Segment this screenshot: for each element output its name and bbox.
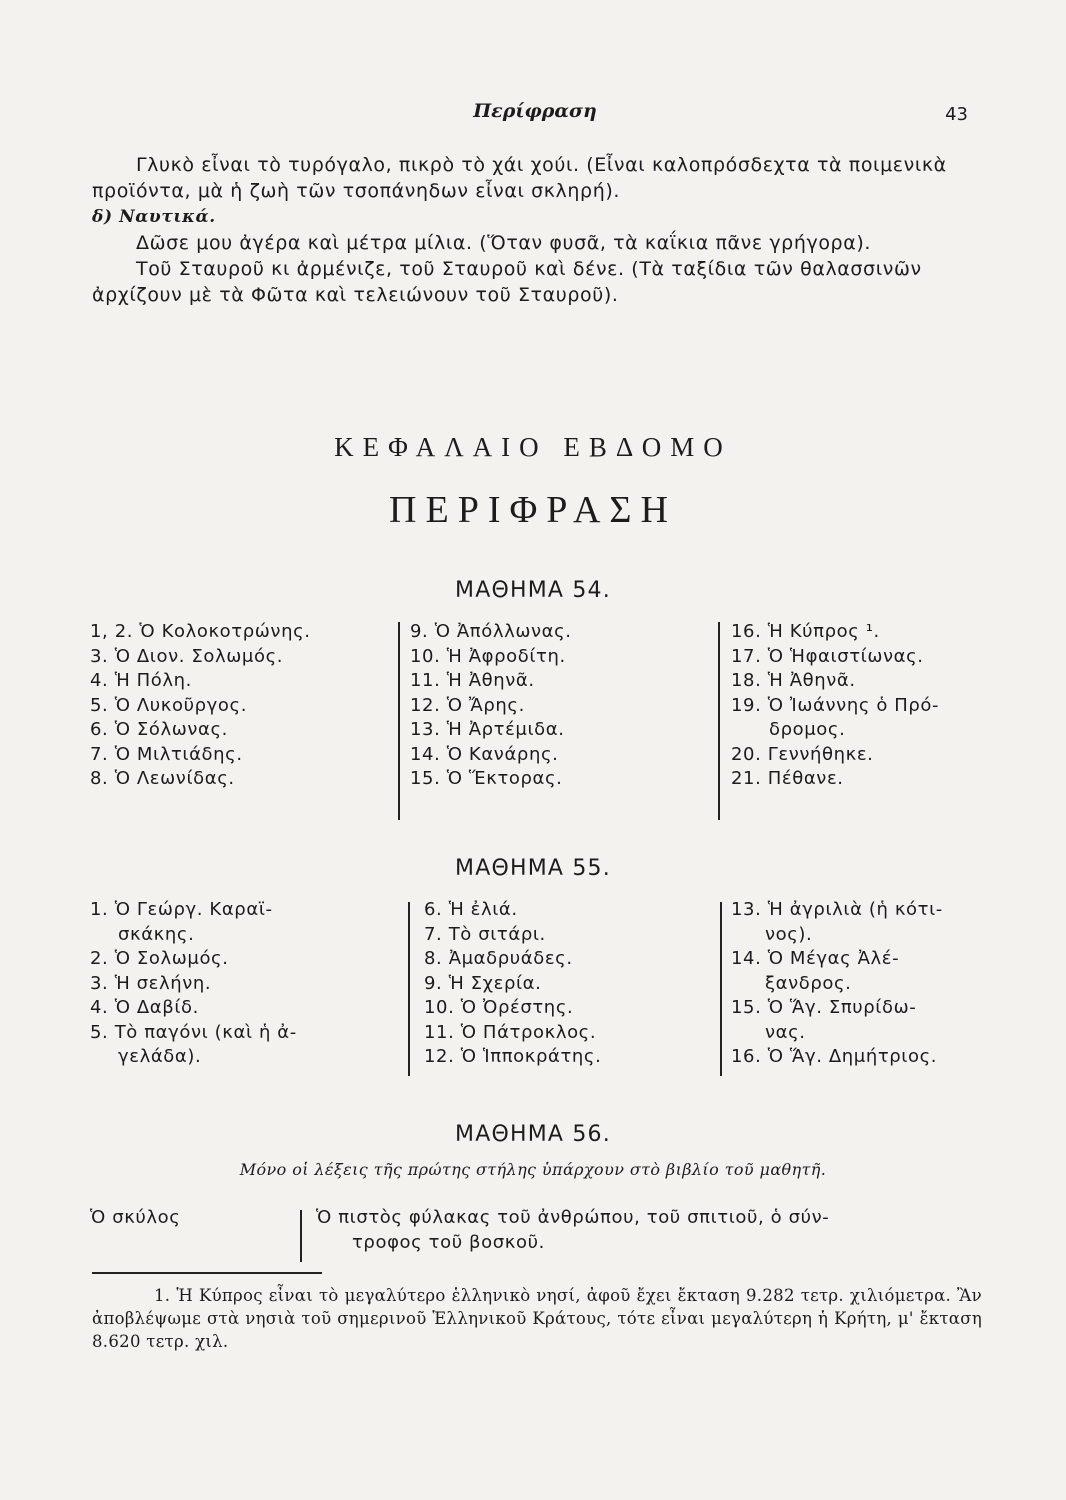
- running-head: [90, 100, 980, 134]
- list-item: νος).: [765, 923, 813, 945]
- list-item: 12. Ὁ Ἱπποκράτης.: [424, 1046, 602, 1067]
- intro-subheading: δ) Ναυτικά.: [92, 207, 216, 227]
- list-item: δρομος.: [769, 719, 846, 740]
- chapter-label: ΚΕΦΑΛΑΙΟ ΕΒΔΟΜΟ: [334, 432, 732, 462]
- footnote-rule: [92, 1272, 322, 1274]
- column-divider: [718, 622, 720, 820]
- list-item: 11. Ἡ Ἀθηνᾶ.: [410, 670, 535, 691]
- list-item: 5. Ὁ Λυκοῦργος.: [90, 694, 248, 716]
- list-item: 15. Ὁ Ἅγ. Σπυρίδω-: [731, 997, 917, 1018]
- lesson-54-column-1: [90, 620, 311, 792]
- definition-line: Ὁ πιστὸς φύλακας τοῦ ἀνθρώπου, τοῦ σπιτιοῦ, ὁ σύν-: [316, 1207, 830, 1228]
- list-item: 9. Ἡ Σχερία.: [424, 972, 542, 994]
- running-title: Περίφραση: [473, 100, 597, 122]
- lesson-54-answers: [90, 620, 985, 820]
- lesson-56-note: Μόνο οἱ λέξεις τῆς πρώτης στήλης ὑπάρχουν στὸ βιβλίο τοῦ μαθητῆ.: [239, 1160, 827, 1179]
- column-divider: [720, 902, 722, 1076]
- list-item: 1. Ὁ Γεώργ. Καραϊ-: [90, 899, 273, 920]
- lesson-56-definition: [316, 1206, 829, 1255]
- page-number: 43: [945, 104, 968, 125]
- footnote-text: 1. Ἡ Κύπρος εἶναι τὸ μεγαλύτερο ἑλληνικὸ νησί, ἀφοῦ ἔχει ἔκταση 9.282 τετρ. χιλιόμετρα. Ἂν ἀποβλέψωμε στὰ νησιὰ τοῦ σημερινοῦ Ἑλληνικοῦ Κράτους, τότε εἶναι μεγαλύτερη ἡ Κρήτη, μ' ἔκταση 8.620 τετρ. χιλ.: [92, 1286, 982, 1351]
- list-item: 19. Ὁ Ἰωάννης ὁ Πρό-: [731, 694, 940, 716]
- list-item: 10. Ἡ Ἀφροδίτη.: [410, 645, 566, 667]
- list-item: 4. Ὁ Δαβίδ.: [90, 997, 199, 1018]
- list-item: 14. Ὁ Κανάρης.: [410, 743, 559, 765]
- list-item: 15. Ὁ Ἕκτορας.: [410, 768, 563, 789]
- lesson-54-heading: ΜΑΘΗΜΑ 54.: [455, 578, 611, 603]
- list-item: γελάδα).: [118, 1046, 202, 1067]
- list-item: 1, 2. Ὁ Κολοκοτρώνης.: [90, 621, 311, 642]
- list-item: 16. Ὁ Ἅγ. Δημήτριος.: [731, 1046, 938, 1067]
- lesson-54-column-2: [410, 620, 572, 792]
- footnote: [92, 1284, 982, 1353]
- list-item: 9. Ὁ Ἀπόλλωνας.: [410, 621, 572, 642]
- list-item: 17. Ὁ Ἡφαιστίωνας.: [731, 645, 924, 667]
- list-item: 8. Ὁ Λεωνίδας.: [90, 768, 235, 789]
- list-item: 20. Γεννήθηκε.: [731, 743, 874, 765]
- column-divider: [398, 622, 400, 820]
- chapter-title: ΠΕΡΙΦΡΑΣΗ: [389, 489, 677, 531]
- list-item: νας.: [765, 1021, 806, 1043]
- intro-paragraph-2: Δῶσε μου ἀγέρα καὶ μέτρα μίλια. (Ὅταν φυσᾶ, τὰ καΐκια πᾶνε γρήγορα).: [136, 232, 871, 254]
- column-divider: [408, 902, 410, 1076]
- lesson-56-heading: ΜΑΘΗΜΑ 56.: [455, 1122, 611, 1147]
- list-item: 7. Τὸ σιτάρι.: [424, 923, 546, 945]
- lesson-55-heading: ΜΑΘΗΜΑ 55.: [455, 856, 611, 881]
- list-item: 14. Ὁ Μέγας Ἀλέ-: [731, 948, 900, 969]
- list-item: σκάκης.: [118, 923, 195, 945]
- intro-section: [92, 152, 980, 308]
- definition-line: τροφος τοῦ βοσκοῦ.: [352, 1231, 545, 1253]
- lesson-56-table: [90, 1206, 985, 1266]
- column-divider: [300, 1210, 302, 1262]
- lesson-55-column-2: [424, 898, 601, 1070]
- list-item: ξανδρος.: [765, 972, 852, 994]
- lesson-55-answers: [90, 898, 985, 1088]
- intro-paragraph-1: Γλυκὸ εἶναι τὸ τυρόγαλο, πικρὸ τὸ χάι χούι. (Εἶναι καλοπρόσδεχτα τὰ ποιμενικὰ προϊόντα, μὰ ἡ ζωὴ τῶν τσοπάνηδων εἶναι σκληρή).: [92, 154, 947, 202]
- intro-paragraph-3: Τοῦ Σταυροῦ κι ἀρμένιζε, τοῦ Σταυροῦ καὶ δένε. (Τὰ ταξίδια τῶν θαλασσινῶν ἀρχίζουν μὲ τὰ Φῶτα καὶ τελειώνουν τοῦ Σταυροῦ).: [92, 258, 922, 306]
- list-item: 13. Ἡ ἀγριλιὰ (ἡ κότι-: [731, 899, 943, 920]
- list-item: 13. Ἡ Ἀρτέμιδα.: [410, 719, 565, 740]
- list-item: 6. Ἡ ἐλιά.: [424, 899, 518, 920]
- list-item: 8. Ἀμαδρυάδες.: [424, 948, 573, 969]
- list-item: 6. Ὁ Σόλωνας.: [90, 719, 229, 740]
- lesson-54-column-3: [731, 620, 939, 792]
- list-item: 3. Ὁ Διον. Σολωμός.: [90, 645, 284, 667]
- list-item: 21. Πέθανε.: [731, 768, 844, 789]
- list-item: 5. Τὸ παγόνι (καὶ ἡ ἀ-: [90, 1021, 297, 1043]
- list-item: 2. Ὁ Σολωμός.: [90, 948, 229, 969]
- list-item: 10. Ὁ Ὀρέστης.: [424, 997, 574, 1018]
- list-item: 11. Ὁ Πάτροκλος.: [424, 1021, 597, 1043]
- list-item: 3. Ἡ σελήνη.: [90, 972, 212, 994]
- list-item: 16. Ἡ Κύπρος ¹.: [731, 621, 880, 642]
- lesson-55-column-1: [90, 898, 297, 1070]
- lesson-55-column-3: [731, 898, 943, 1070]
- list-item: 18. Ἡ Ἀθηνᾶ.: [731, 670, 856, 691]
- list-item: 4. Ἡ Πόλη.: [90, 670, 192, 691]
- list-item: 7. Ὁ Μιλτιάδης.: [90, 743, 243, 765]
- lesson-56-term: Ὁ σκύλος: [90, 1207, 181, 1228]
- list-item: 12. Ὁ Ἄρης.: [410, 694, 525, 716]
